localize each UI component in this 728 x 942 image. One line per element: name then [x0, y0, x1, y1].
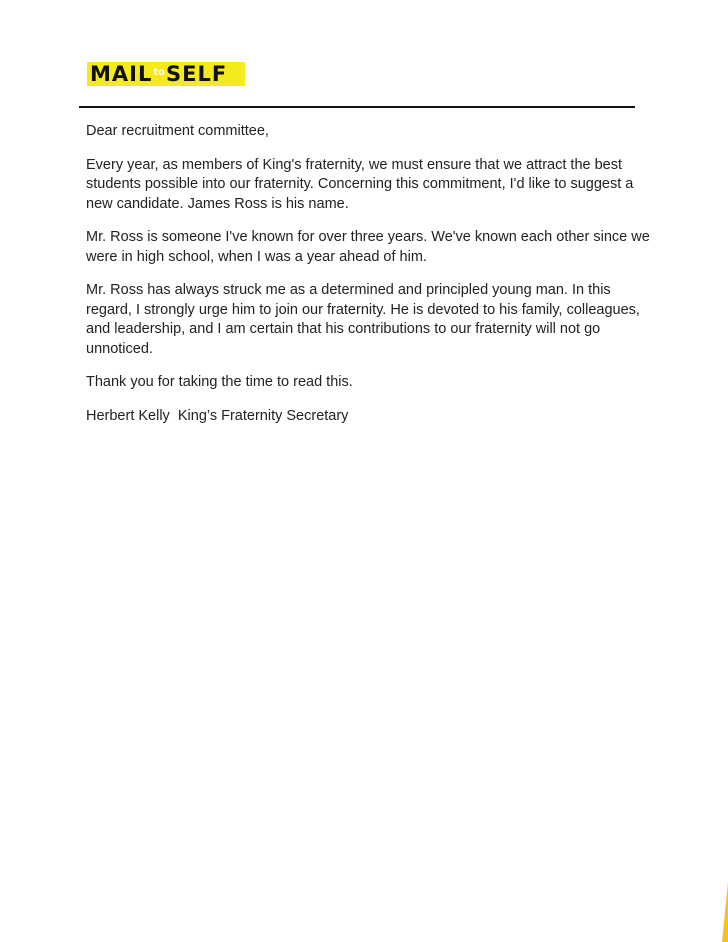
paragraph-recommendation: Mr. Ross has always struck me as a determined and principled young man. In this regard, I strongly urge him to join our fraternity. He is devoted to his family, colleagues, and leadership, and I am certain that his contributions to our fraternity will not go unnoticed. [86, 282, 640, 357]
paragraph-acquaintance: Mr. Ross is someone I've known for over three years. We've known each other since we were in high school, when I was a year ahead of him. [86, 229, 650, 265]
closing-line: Thank you for taking the time to read this. [86, 374, 353, 390]
header-divider [79, 106, 635, 108]
logo-text-self: SELF [166, 61, 228, 86]
logo-text-to: to [153, 67, 166, 78]
corner-decoration [722, 882, 728, 942]
paragraph-intro: Every year, as members of King's fraternity, we must ensure that we attract the best students possible into our fraternity. Concerning this commitment, I'd like to suggest a new candidate. James Ross is his name. [86, 156, 634, 212]
mailtoself-logo [87, 62, 245, 86]
salutation: Dear recruitment committee, [86, 123, 269, 139]
signature: Herbert Kelly King’s Fraternity Secretary [86, 407, 349, 424]
letter-body [86, 122, 651, 440]
logo-text-mail: MAIL [90, 61, 153, 86]
